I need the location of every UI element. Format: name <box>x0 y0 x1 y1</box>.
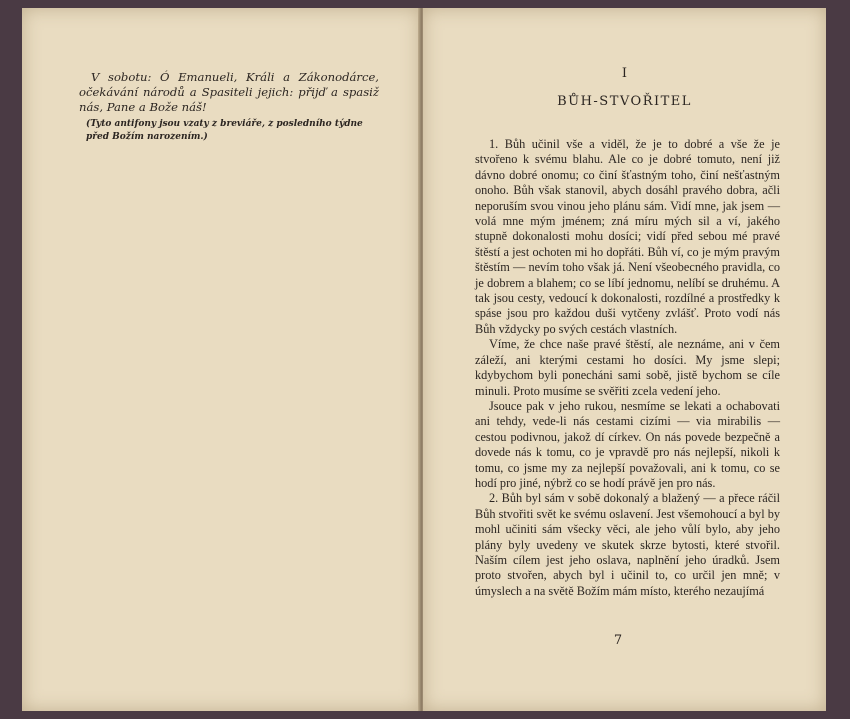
right-page <box>423 8 826 711</box>
paragraph: 2. Bůh byl sám v sobě dokonalý a blažený — a přece ráčil Bůh stvořiti svět ke svému oslavení. Jest všemohoucí a byl by mohl učiniti sám všecky věci, ale jeho vůlí bylo, aby jeho plány byly uvedeny ve skutek skrze bytosti, které stvořil. Naším cílem jest jeho oslava, naplnění jeho úradků. Jsem proto stvořen, abych byl i učinil to, co určil jen mně; v úmyslech a na světě Božím mám místo, kterého nezaujímá <box>475 491 780 598</box>
paragraph: Víme, že chce naše pravé štěstí, ale neznáme, ani v čem záleží, ani kterými cestami ho dosíci. My jsme slepi; kdybychom byli ponecháni sami sobě, jistě bychom se cíle minuli. Proto musíme se svěřiti zcela vedení jeho. <box>475 337 780 398</box>
chapter-title: BŮH-STVOŘITEL <box>557 94 692 109</box>
antiphon-text: V sobotu: Ó Emanueli, Králi a Zákonodárce, očekávání národů a Spasiteli jejich: přijď a spasiž nás, Pane a Bože náš! <box>79 70 379 114</box>
paragraph: 1. Bůh učinil vše a viděl, že je to dobré a vše že je stvořeno k svému blahu. Ale co je dobré tomuto, není již dávno dobré onomu; co činí šťastným toho, činí nešťastným onoho. Bůh však stanovil, abych dosáhl pravého dobra, ačli neporuším svou vinou jeho plánu sám. Vidí mne, jak jsem — volá mne mým jménem; zná míru mých sil a ví, jakého stupně dokonalosti mohu dosíci; vidí před sebou mé pravé štěstí a jest ochoten mi ho dopřáti. Bůh ví, co je mým pravým štěstím — nevím toho však já. Není všeobecného pravidla, co je dobrem a blahem; co se líbí jednomu, nelíbí se druhému. A tak jsou cesty, vedoucí k dokonalosti, rozdílné a prostředky k spáse jsou pro každou duši vytčeny zvlášť. Proto vodí nás Bůh vždycky po svých cestách vlastních. <box>475 137 780 336</box>
paragraph: Jsouce pak v jeho rukou, nesmíme se lekati a ochabovati ani tehdy, vede-li nás cestami cizími — via mirabilis — cestou podivnou, jakož dí církev. On nás povede bezpečně a dovede nás k tomu, co je vpravdě pro nás nejlepší, nikoli k tomu, co jsme my za nejlepší považovali, ani k tomu, co se hodí pro jiné, nýbrž co se hodí právě jen pro nás. <box>475 398 780 490</box>
chapter-body <box>475 137 780 599</box>
left-page <box>22 8 420 711</box>
page-number: 7 <box>613 633 623 648</box>
breviary-note: (Tyto antifony jsou vzaty z breviáře, z posledního týdne před Božím narozením.) <box>86 119 363 142</box>
chapter-number: I <box>621 66 628 81</box>
